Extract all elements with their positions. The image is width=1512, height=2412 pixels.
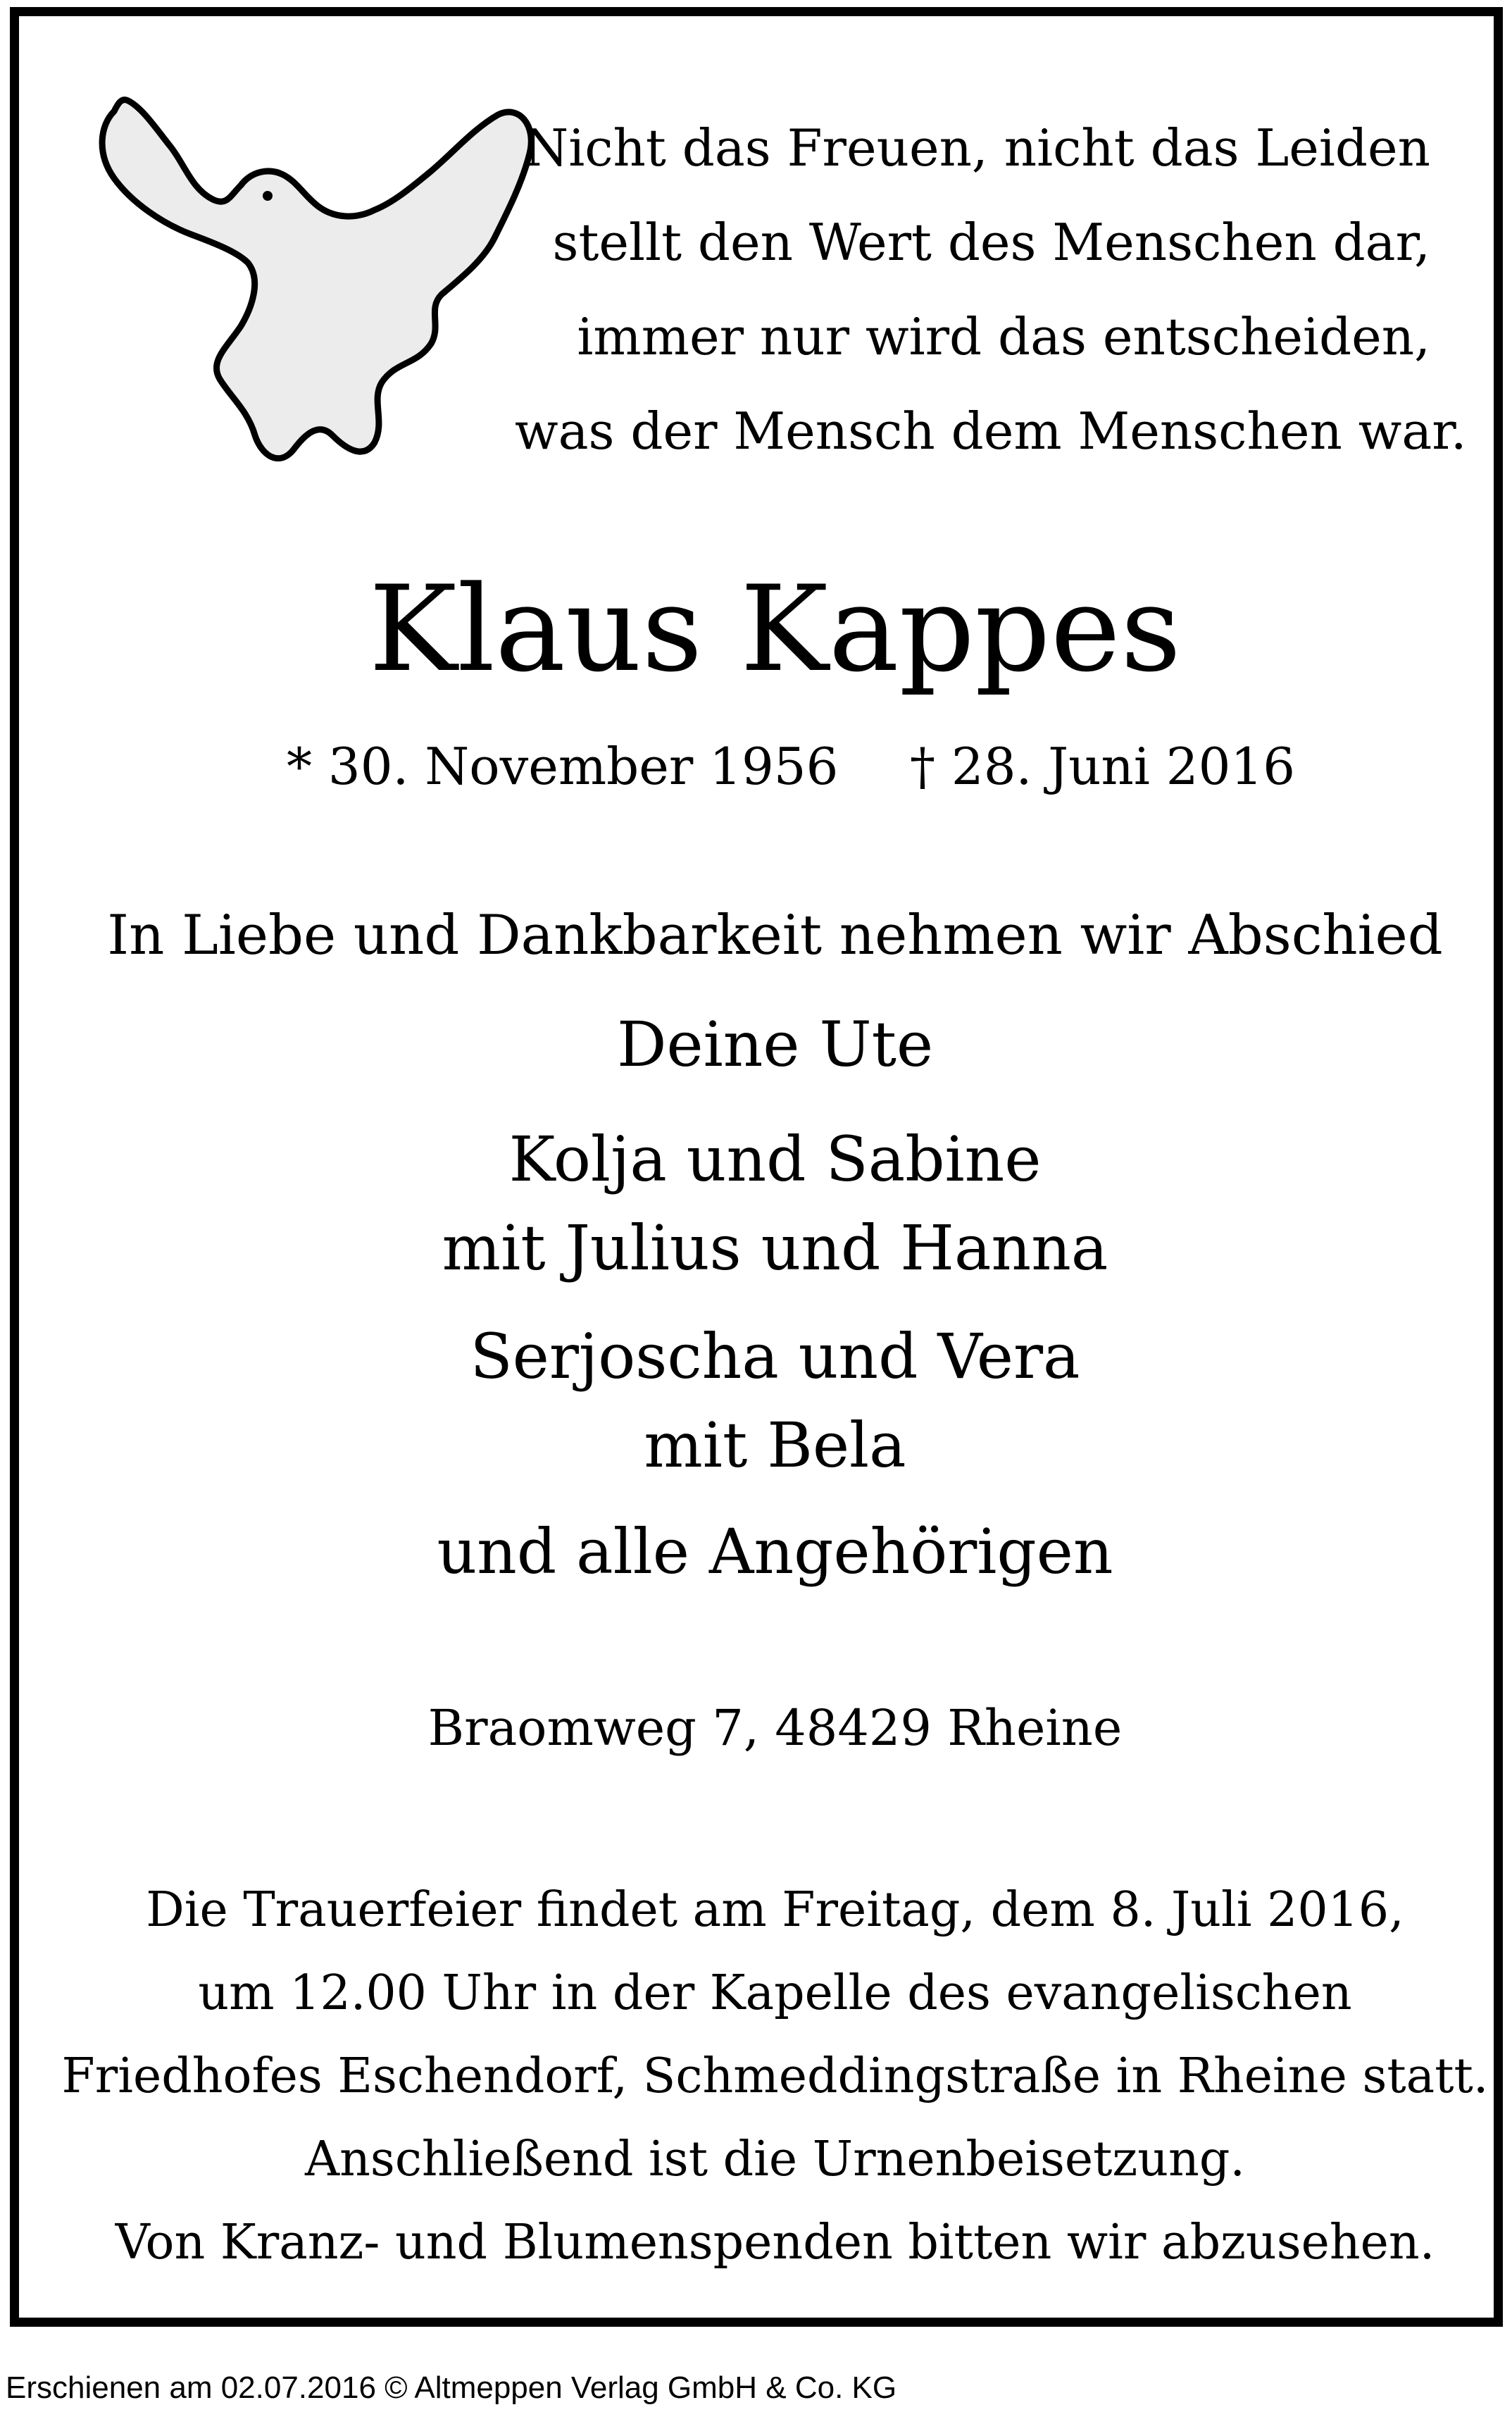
mourner-group [19,1006,1512,1083]
family-address: Braomweg 7, 48429 Rheine [427,1699,1123,1757]
service-line: Friedhofes Eschendorf, Schmeddingstraße in Rheine statt. [61,2049,1489,2104]
mourner-line: mit Julius und Hanna [442,1212,1108,1284]
mourner-line: Serjoscha und Vera [470,1320,1080,1393]
mourner-group [19,1115,1512,1293]
funeral-service-info [19,1869,1512,2284]
birth-date: * 30. November 1956 [287,737,839,796]
mourner-line: mit Bela [644,1409,906,1481]
poem-line: was der Mensch dem Menschen war. [515,402,1467,461]
mourner-group [19,1513,1512,1591]
service-line: Anschließend ist die Urnenbeisetzung. [305,2132,1245,2187]
farewell-intro: In Liebe und Dankbarkeit nehmen wir Abschied [107,904,1443,967]
poem-line: Nicht das Freuen, nicht das Leiden [524,118,1430,178]
death-date: † 28. Juni 2016 [910,737,1296,796]
service-line: um 12.00 Uhr in der Kapelle des evangelischen [198,1965,1352,2021]
mourner-group [19,1312,1512,1490]
mourner-line: Deine Ute [616,1008,934,1081]
obituary-frame [10,7,1503,2327]
publication-footer: Erschienen am 02.07.2016 © Altmeppen Verlag GmbH & Co. KG [6,2370,897,2405]
mourner-line: und alle Angehörigen [437,1515,1113,1588]
deceased-name: Klaus Kappes [368,560,1182,698]
poem [515,101,1467,478]
service-line: Von Kranz- und Blumenspenden bitten wir abzusehen. [115,2215,1435,2270]
poem-line: immer nur wird das entscheiden, [577,307,1430,366]
poem-line: stellt den Wert des Menschen dar, [552,213,1430,272]
service-line: Die Trauerfeier findet am Freitag, dem 8. Juli 2016, [146,1882,1404,1938]
mourner-line: Kolja und Sabine [508,1123,1042,1195]
